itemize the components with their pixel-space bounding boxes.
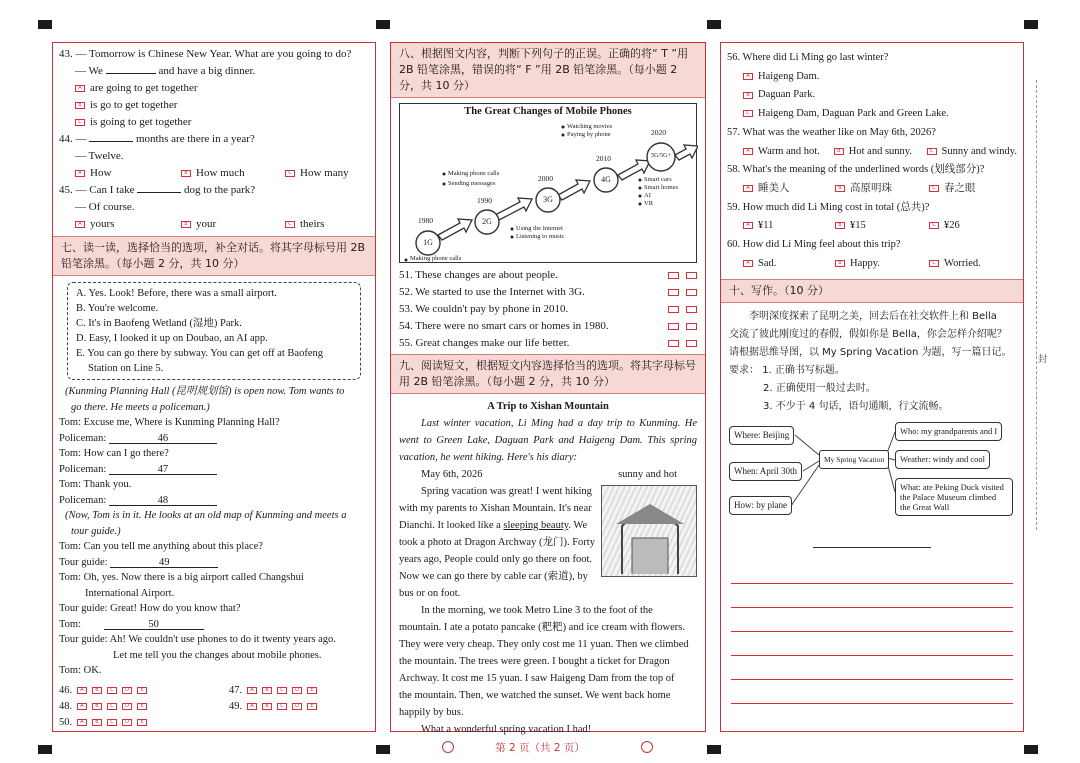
right-panel (720, 42, 1024, 732)
option-text: Sunny and windy. (941, 145, 1017, 157)
dialogue-intro: (Now, Tom is in it. He looks at an old map of Kunming and meets a (65, 510, 347, 521)
diary-line: mountain. I ate a potato pancake (粑粑) and ice cream with flowers. (399, 622, 686, 633)
binding-edge-strip (1036, 80, 1046, 530)
option-text: How much (196, 167, 245, 179)
option-bubble[interactable]: B (181, 221, 191, 228)
generation-label: 5G/5G+ (651, 153, 671, 159)
phone-changes-figure (399, 103, 697, 263)
dialogue-line: Tour guide: 49 (59, 555, 369, 571)
false-bubble[interactable] (686, 306, 697, 313)
option-text: How many (300, 167, 349, 179)
question-stem: 59. How much did Li Ming cost in total (总共)? (727, 201, 930, 213)
false-bubble[interactable] (686, 323, 697, 330)
grid-bubble[interactable]: B (92, 687, 102, 694)
grid-bubble[interactable]: C (107, 719, 117, 726)
false-bubble[interactable] (686, 289, 697, 296)
option-text: ¥26 (944, 220, 960, 232)
option-e: E. You can go there by subway. You can get off at Baofeng (76, 348, 324, 359)
map-center: My Spring Vacation (819, 450, 889, 469)
grid-bubble[interactable]: D (292, 687, 302, 694)
middle-panel (390, 42, 706, 735)
question-stem: 60. How did Li Ming feel about this trip? (727, 239, 901, 251)
dialogue-line: Tom: 50 (59, 617, 369, 633)
option-text: your (196, 218, 217, 230)
option-bubble[interactable]: A (75, 221, 85, 228)
year-label: 2020 (651, 128, 666, 137)
map-what: What: ate Peking Duck visited the Palace Museum climbed the Great Wall (895, 478, 1013, 516)
option-text: Haigeng Dam, Daguan Park and Green Lake. (758, 108, 949, 120)
registration-mark (707, 20, 721, 29)
option-bubble[interactable]: B (181, 170, 191, 177)
left-panel (52, 42, 376, 732)
map-how: How: by plane (729, 496, 792, 515)
dragon-archway-photo (601, 485, 697, 577)
grid-bubble[interactable]: B (92, 719, 102, 726)
generation-label: 4G (601, 175, 611, 184)
feature-note: Watching movies (567, 123, 613, 130)
option-bubble[interactable]: C (75, 119, 85, 126)
dialogue-line: Tom: Oh, yes. Now there is a big airport called Changshui (59, 572, 304, 583)
grid-bubble[interactable]: C (277, 687, 287, 694)
question-stem: 57. What was the weather like on May 6th, 2026? (727, 126, 936, 138)
option-bubble[interactable]: C (929, 222, 939, 229)
option-text: is going to get together (90, 116, 192, 128)
dialogue-line: Tour guide: Ah! We couldn't use phones to do it twenty years ago. (59, 634, 336, 645)
grid-bubble[interactable]: B (262, 687, 272, 694)
writing-prompt: 请根据思维导图，以 My Spring Vacation 为题，写一篇日记。 (729, 347, 1012, 359)
writing-prompt: 李明深度探索了昆明之美，回去后在社交软件上和 Bella (749, 311, 997, 323)
question-stem: 58. What's the meaning of the underlined words (划线部分)? (727, 164, 985, 176)
option-text: 睡美人 (758, 182, 790, 194)
requirements: 要求： 1. 正确书写标题。 (729, 365, 845, 377)
option-bubble[interactable]: C (285, 221, 295, 228)
option-bubble[interactable]: B (835, 222, 845, 229)
map-weather: Weather: windy and cool (895, 450, 990, 469)
tf-statement: 55. Great changes make our life better. (399, 337, 570, 349)
option-text: Haigeng Dam. (758, 70, 820, 82)
option-text: Warm and hot. (758, 145, 820, 157)
diary-line: What a wonderful spring vacation I had! (421, 724, 592, 735)
dialogue-line: Tom: Can you tell me anything about this place? (59, 541, 263, 552)
dialogue-line: Policeman: 47 (59, 462, 369, 478)
map-who: Who: my grandparents and I (895, 422, 1002, 441)
diary-line: happily by bus. (399, 707, 464, 718)
dialogue-intro: tour guide.) (71, 525, 121, 537)
option-text: Hot and sunny. (848, 145, 912, 157)
option-text: 春之眼 (944, 182, 976, 194)
option-bubble[interactable]: A (743, 73, 753, 80)
year-label: 1980 (418, 216, 433, 225)
dialogue-intro: go there. He meets a policeman.) (71, 401, 210, 413)
registration-mark (1024, 20, 1038, 29)
grid-bubble[interactable]: E (307, 703, 317, 710)
option-text: Daguan Park. (758, 89, 816, 101)
feature-note: Using the Internet (516, 225, 563, 232)
option-box (67, 282, 361, 380)
dialogue-line: Tom: Excuse me, Where is Kunming Planning Hall? (59, 417, 280, 428)
mind-map (727, 420, 1017, 528)
option-bubble[interactable]: A (743, 185, 753, 192)
writing-prompt: 交流了彼此刚度过的春假，假如你是 Bella，你会怎样介绍呢？ (729, 329, 1007, 341)
section-7-title: 七、读一读，选择恰当的选项，补全对话。将其字母标号用 2B 铅笔涂黑。（每小题 2 分，共 10 分） (53, 236, 375, 276)
story-intro: Last winter vacation, Li Ming had a day trip to Kunming. He went to Green Lake, Daguan Park and Haigeng Dam. This spring vacation, he went hiking. Here's his diary: (399, 418, 697, 463)
grid-bubble[interactable]: A (77, 719, 87, 726)
q43-answer-line: — We and have a big dinner. (75, 65, 256, 77)
feature-note: Sending messages (448, 180, 496, 187)
option-b: B. You're welcome. (76, 303, 159, 314)
diary-line: Spring vacation was great! I went hiking (421, 486, 592, 497)
year-label: 2000 (538, 174, 553, 183)
feature-note: Smart homes (644, 184, 679, 191)
option-text: ¥11 (758, 220, 774, 232)
tf-statement: 54. There were no smart cars or homes in 1980. (399, 320, 609, 332)
grid-bubble[interactable]: E (137, 719, 147, 726)
option-text: theirs (300, 218, 325, 230)
diary-line: Now we can go there by cable car (索道), by (399, 571, 588, 582)
diary-line: Dianchi. It looked like a sleeping beauty. We (399, 520, 588, 531)
option-text: yours (90, 218, 115, 230)
diary-line: In the morning, we took Metro Line 3 to the foot of the (421, 605, 653, 616)
option-bubble[interactable]: A (75, 85, 85, 92)
feature-note: AI (644, 192, 651, 199)
feature-note: Paying by phone (567, 131, 611, 138)
option-e-cont: Station on Line 5. (88, 363, 164, 374)
diary-line: the mountain. Then, we watched the sunset. We went back home (399, 690, 671, 701)
map-where: Where: Beijing (729, 426, 794, 445)
q44-answer: — Twelve. (75, 150, 124, 162)
section-9-title: 九、阅读短文，根据短文内容选择恰当的选项。将其字母标号用 2B 铅笔涂黑。（每小题 2 分，共 10 分） (391, 354, 705, 394)
grid-bubble[interactable]: C (277, 703, 287, 710)
answer-grid: 46. A B C D E 47. A B C D E 48. A B C D E 49. A B C D E 50. A B C D E (59, 683, 369, 731)
option-bubble[interactable]: C (929, 260, 939, 267)
question-stem: 56. Where did Li Ming go last winter? (727, 52, 889, 63)
option-text: How (90, 167, 112, 179)
option-bubble[interactable]: A (743, 260, 753, 267)
option-bubble[interactable]: B (834, 148, 844, 155)
q43-stem: 43. — Tomorrow is Chinese New Year. What are you going to do? (59, 48, 352, 60)
option-bubble[interactable]: B (835, 260, 845, 267)
false-bubble[interactable] (686, 272, 697, 279)
tf-statement: 53. We couldn't pay by phone in 2010. (399, 303, 569, 315)
grid-bubble[interactable]: A (247, 687, 257, 694)
option-d: D. Easy, I looked it up on Doubao, an AI app. (76, 333, 268, 344)
section-10-title: 十、写作。（10 分） (721, 279, 1023, 303)
diary-line: the mountain. The trees were green. I bought a ticket for Dragon (399, 656, 670, 667)
diary-date: May 6th, 2026 (421, 469, 483, 480)
true-bubble[interactable] (668, 323, 679, 330)
grid-bubble[interactable]: D (122, 703, 132, 710)
diary-line: took a photo at Dragon Archway (龙门). Forty (399, 537, 595, 548)
true-bubble[interactable] (668, 272, 679, 279)
diary-weather: sunny and hot (618, 469, 677, 480)
generation-label: 1G (423, 238, 433, 247)
feature-note: Making phone calls (410, 255, 462, 262)
dialogue-intro: (Kunming Planning Hall (昆明规划馆) is open now. Tom wants to (65, 386, 345, 397)
diary-line: They were very cheap. They only cost me 11 yuan. Then we climbed (399, 639, 689, 650)
grid-bubble[interactable]: A (77, 703, 87, 710)
tf-statement: 52. We started to use the Internet with 3G. (399, 286, 585, 298)
requirement: 3. 不少于 4 句话，语句通顺，行文流畅。 (763, 401, 949, 413)
tf-statement: 51. These changes are about people. (399, 269, 558, 281)
grid-bubble[interactable]: C (107, 687, 117, 694)
option-text: is go to get together (90, 99, 178, 111)
option-c: C. It's in Baofeng Wetland (湿地) Park. (76, 318, 242, 329)
option-text: are going to get together (90, 82, 198, 94)
archway-illustration (602, 486, 698, 578)
registration-mark (376, 20, 390, 29)
true-bubble[interactable] (668, 289, 679, 296)
feature-note: Making phone calls (448, 170, 500, 177)
diary-line: bus or on foot. (399, 588, 461, 599)
feature-note: Listening to music (516, 233, 565, 240)
registration-mark (38, 20, 52, 29)
option-bubble[interactable]: B (743, 92, 753, 99)
figure-title: The Great Changes of Mobile Phones (464, 106, 632, 117)
option-bubble[interactable]: C (929, 185, 939, 192)
feature-note: VR (644, 200, 654, 207)
writing-lines[interactable] (731, 560, 1013, 704)
page-footer: 第 2 页（共 2 页） (495, 742, 585, 754)
grid-bubble[interactable]: D (122, 719, 132, 726)
section-8-title: 八、根据图文内容，判断下列句子的正误。正确的将“ T ”用 2B 铅笔涂黑，错误的将“ F ”用 2B 铅笔涂黑。（每小题 2 分，共 10 分） (391, 43, 705, 98)
option-text: ¥15 (850, 220, 866, 232)
map-when: When: April 30th (729, 462, 802, 481)
option-bubble[interactable]: A (743, 148, 753, 155)
binding-edge-label: 封 (1038, 355, 1048, 365)
generation-label: 3G (543, 195, 553, 204)
option-text: Happy. (850, 257, 880, 269)
grid-bubble[interactable]: E (137, 703, 147, 710)
grid-bubble[interactable]: A (247, 703, 257, 710)
story-title: A Trip to Xishan Mountain (487, 401, 609, 412)
option-bubble[interactable]: C (743, 110, 753, 117)
diary-line: Archway. It cost me 15 yuan. I saw Haigeng Dam from the top of (399, 673, 675, 684)
diary-line: with my parents to Xishan Mountain. It's near (399, 503, 592, 514)
grid-bubble[interactable]: C (107, 703, 117, 710)
option-bubble[interactable]: C (927, 148, 937, 155)
generation-label: 2G (482, 217, 492, 226)
dialogue-line: Policeman: 48 (59, 493, 369, 509)
option-a: A. Yes. Look! Before, there was a small airport. (76, 288, 277, 299)
dialogue-line: Policeman: 46 (59, 431, 369, 447)
q45-stem: 45. — Can I take dog to the park? (59, 184, 256, 196)
option-bubble[interactable]: C (285, 170, 295, 177)
grid-bubble[interactable]: D (122, 687, 132, 694)
grid-bubble[interactable]: D (292, 703, 302, 710)
grid-bubble[interactable]: B (262, 703, 272, 710)
false-bubble[interactable] (686, 340, 697, 347)
option-text: Worried. (944, 257, 981, 269)
diary-line: years ago, People could only go there on foot. (399, 554, 593, 565)
dialogue-line: Let me tell you the changes about mobile phones. (113, 649, 322, 661)
q44-stem: 44. — months are there in a year? (59, 133, 255, 145)
year-label: 2010 (596, 154, 611, 163)
grid-bubble[interactable]: E (307, 687, 317, 694)
grid-bubble[interactable]: E (137, 687, 147, 694)
dialogue-line: Tom: How can I go there? (59, 448, 169, 459)
option-bubble[interactable]: B (835, 185, 845, 192)
q45-answer: — Of course. (75, 201, 135, 213)
option-bubble[interactable]: A (743, 222, 753, 229)
option-bubble[interactable]: A (75, 170, 85, 177)
option-text: Sad. (758, 257, 777, 269)
dialogue-line: Tom: Thank you. (59, 479, 132, 490)
dialogue-line: Tom: OK. (59, 665, 102, 676)
option-bubble[interactable]: B (75, 102, 85, 109)
year-label: 1990 (477, 196, 492, 205)
dialogue-line: Tour guide: Great! How do you know that? (59, 603, 241, 614)
grid-bubble[interactable]: A (77, 687, 87, 694)
feature-note: Smart cars (644, 176, 672, 183)
grid-bubble[interactable]: B (92, 703, 102, 710)
true-bubble[interactable] (668, 306, 679, 313)
true-bubble[interactable] (668, 340, 679, 347)
requirement: 2. 正确使用一般过去时。 (763, 383, 876, 395)
underlined-words: sleeping beauty (503, 520, 569, 531)
option-text: 高原明珠 (850, 182, 892, 194)
dialogue-line: International Airport. (85, 587, 175, 599)
title-line[interactable] (813, 540, 931, 548)
